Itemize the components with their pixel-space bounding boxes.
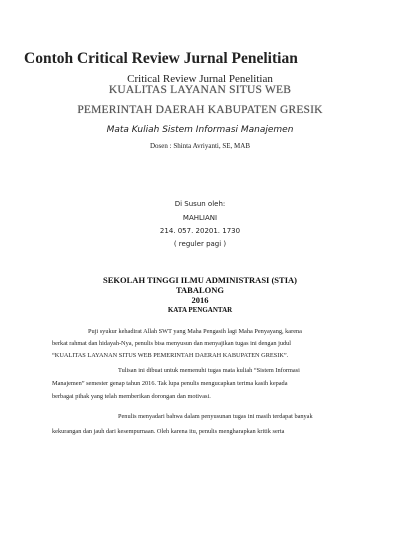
foreword-line: Tulisan ini dibuat untuk memenuhi tugas mata kuliah “Sistem Informasi [118, 367, 300, 374]
student-class: ( reguler pagi ) [173, 240, 227, 248]
institution-location: TABALONG [175, 285, 225, 295]
page-title: Contoh Critical Review Jurnal Penelitian [24, 50, 298, 67]
foreword-line: Penulis menyadari bahwa dalam penyusunan tugas ini masih terdapat banyak [118, 413, 313, 420]
prepared-by-label: Di Susun oleh: [174, 200, 226, 208]
journal-title-line-1: KUALITAS LAYANAN SITUS WEB [108, 84, 292, 96]
course-name: Mata Kuliah Sistem Informasi Manajemen [106, 125, 294, 135]
foreword-line: Manajemen” semester genap tahun 2016. Tak lupa penulis mengucapkan terima kasih kepada [52, 380, 288, 387]
foreword-line: kekurangan dan jauh dari kesempurnaan. Oleh karena itu, penulis mengharapkan kritik serta [52, 428, 285, 435]
student-id: 214. 057. 20201. 1730 [159, 227, 241, 235]
institution-name: SEKOLAH TINGGI ILMU ADMINISTRASI (STIA) [103, 275, 297, 285]
foreword-line: berkat rahmat dan hidayah-Nya, penulis bisa menyusun dan menyajikan tugas ini dengan judul [52, 340, 292, 347]
student-name: MAHLIANI [182, 214, 218, 222]
foreword-heading: KATA PENGANTAR [167, 306, 233, 314]
journal-title-line-2: PEMERINTAH DAERAH KABUPATEN GRESIK [77, 104, 323, 116]
foreword-line: “KUALITAS LAYANAN SITUS WEB PEMERINTAH DAERAH KABUPATEN GRESIK”. [52, 352, 289, 359]
foreword-line: berbagai pihak yang telah memberikan dorongan dan motivasi. [52, 393, 211, 400]
cover-heading: Critical Review Jurnal Penelitian [127, 73, 273, 85]
cover-year: 2016 [191, 295, 209, 305]
lecturer-name: Dosen : Shinta Avriyanti, SE, MAB [149, 142, 250, 150]
foreword-line: Puji syukur kehadirat Allah SWT yang Maha Pengasih lagi Maha Penyayang, karena [88, 328, 302, 335]
